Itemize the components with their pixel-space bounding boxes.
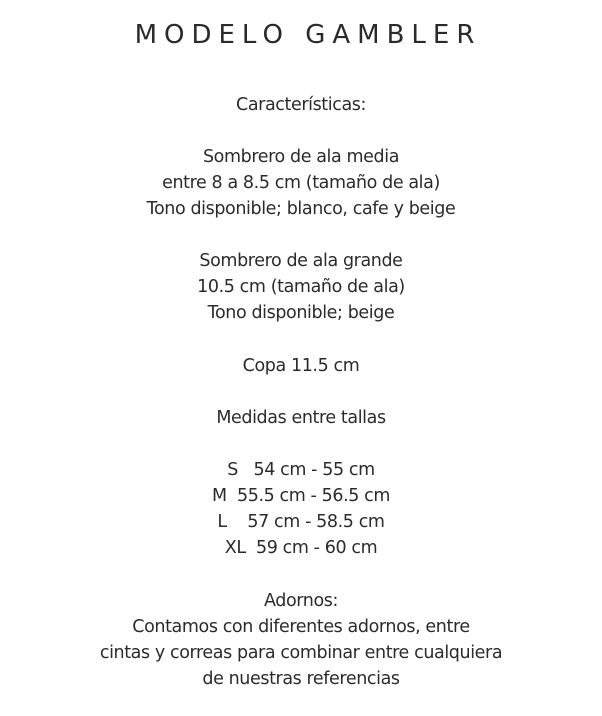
size-row-s: S 54 cm - 55 cm [227,460,375,480]
copa-text: Copa 11.5 cm [242,356,360,376]
size-row-xl: XL 59 cm - 60 cm [224,538,378,558]
ala-grande-line: 10.5 cm (tamaño de ala) [197,277,405,297]
size-row-m: M 55.5 cm - 56.5 cm [211,486,391,506]
ala-grande-line: Sombrero de ala grande [199,251,403,271]
ala-grande-line: Tono disponible; beige [207,303,395,323]
adornos-line: Contamos con diferentes adornos, entre [132,617,470,637]
adornos-line: cintas y correas para combinar entre cualquiera [99,643,503,663]
caracteristicas-heading: Características: [236,95,366,115]
adornos-line: de nuestras referencias [202,669,400,689]
ala-media-line: Tono disponible; blanco, cafe y beige [146,199,456,219]
size-row-l: L 57 cm - 58.5 cm [217,512,385,532]
medidas-heading: Medidas entre tallas [216,408,386,428]
ala-media-line: Sombrero de ala media [202,147,400,167]
ala-media-line: entre 8 a 8.5 cm (tamaño de ala) [162,173,440,193]
page-title: MODELO GAMBLER [134,20,482,50]
adornos-heading: Adornos: [264,591,338,611]
